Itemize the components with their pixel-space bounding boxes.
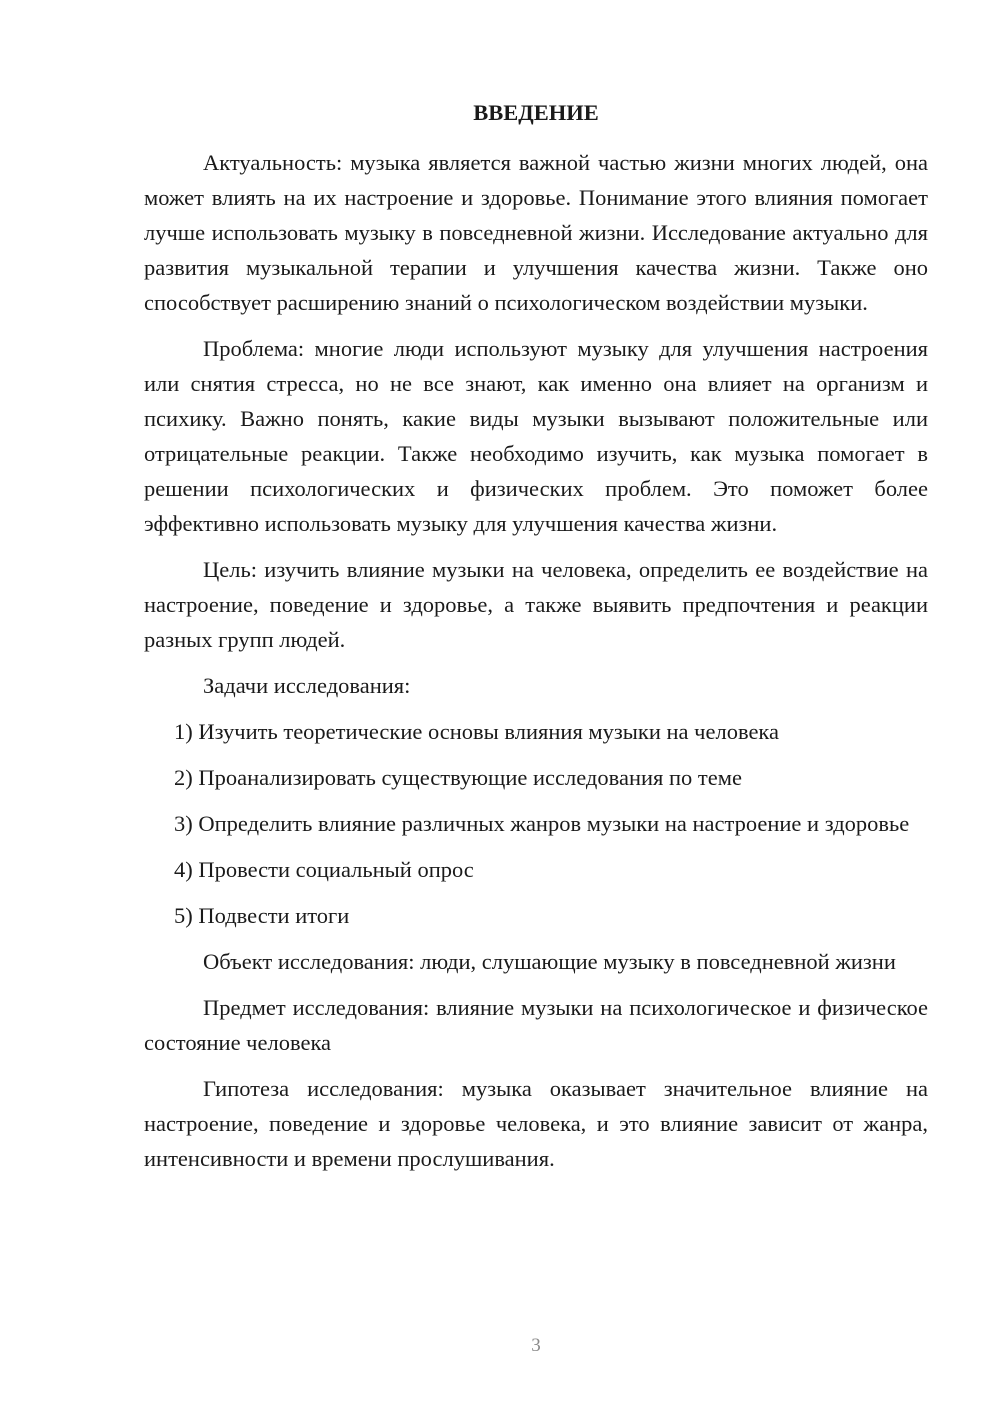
document-page <box>144 95 928 1187</box>
tasks-heading: Задачи исследования: <box>203 673 411 698</box>
relevance-paragraph: Актуальность: музыка является важной частью жизни многих людей, она может влиять на их настроение и здоровье. Понимание этого влияния помогает лучше использовать музыку в повседневной жизни. Исследование актуально для развития музыкальной терапии и улучшения качества жизни. Также оно способствует расширению знаний о психологическом воздействии музыки. <box>144 150 928 315</box>
task-item: 3) Определить влияние различных жанров музыки на настроение и здоровье <box>174 811 910 836</box>
task-item: 5) Подвести итоги <box>174 903 350 928</box>
object-paragraph: Объект исследования: люди, слушающие музыку в повседневной жизни <box>203 949 896 974</box>
page-title: ВВЕДЕНИЕ <box>473 100 599 125</box>
task-item: 1) Изучить теоретические основы влияния музыки на человека <box>174 719 780 744</box>
hypothesis-paragraph: Гипотеза исследования: музыка оказывает значительное влияние на настроение, поведение и здоровье человека, и это влияние зависит от жанра, интенсивности и времени прослушивания. <box>144 1076 928 1171</box>
task-item: 4) Провести социальный опрос <box>174 857 474 882</box>
page-number: 3 <box>531 1335 541 1356</box>
tasks-list <box>144 714 928 933</box>
subject-paragraph: Предмет исследования: влияние музыки на психологическое и физическое состояние человека <box>144 995 928 1055</box>
goal-paragraph: Цель: изучить влияние музыки на человека, определить ее воздействие на настроение, поведение и здоровье, а также выявить предпочтения и реакции разных групп людей. <box>144 557 928 652</box>
problem-paragraph: Проблема: многие люди используют музыку для улучшения настроения или снятия стресса, но не все знают, как именно она влияет на организм и психику. Важно понять, какие виды музыки вызывают положительные или отрицательные реакции. Также необходимо изучить, как музыка помогает в решении психологических и физических проблем. Это поможет более эффективно использовать музыку для улучшения качества жизни. <box>144 336 928 536</box>
task-item: 2) Проанализировать существующие исследования по теме <box>174 765 742 790</box>
